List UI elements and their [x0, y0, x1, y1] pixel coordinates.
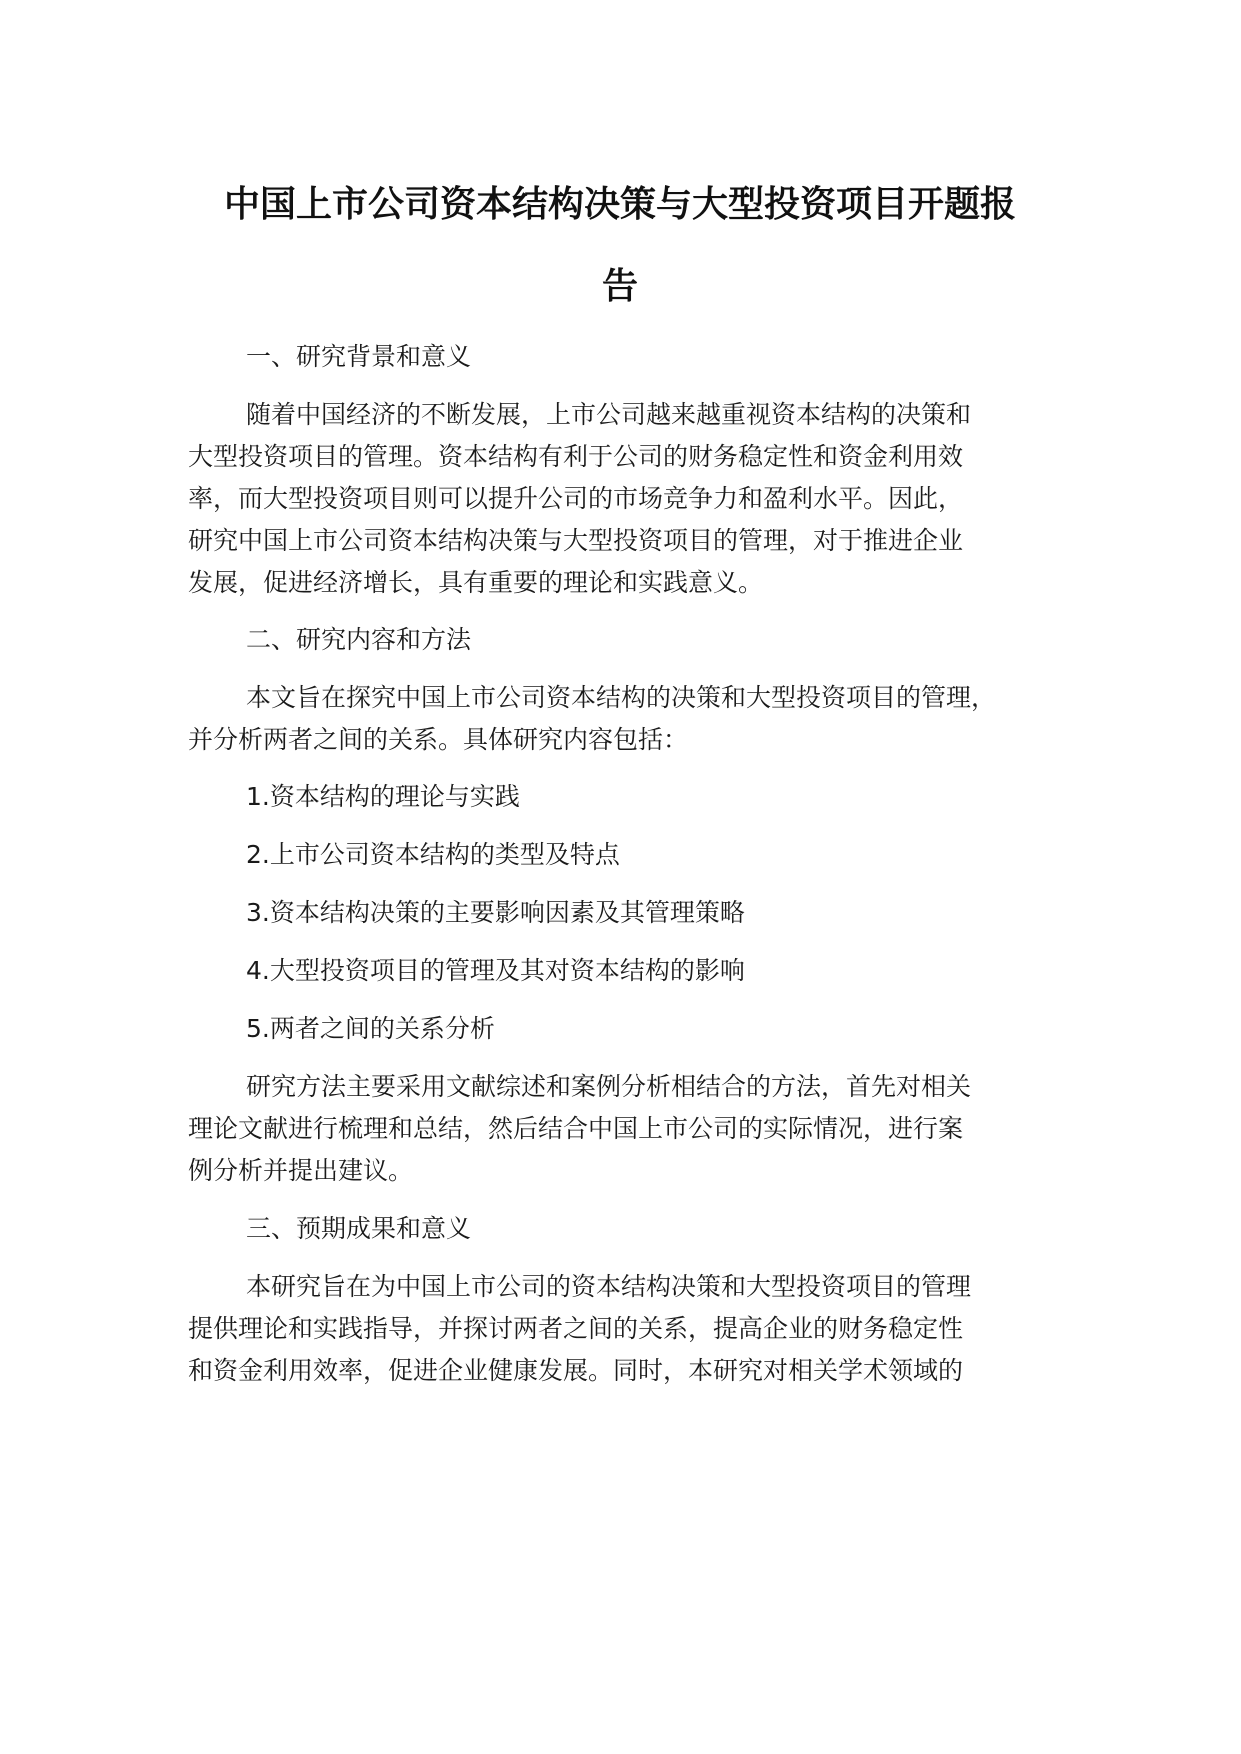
section-2-method-line: 例分析并提出建议。: [188, 1156, 414, 1185]
section-2-intro-line: 并分析两者之间的关系。具体研究内容包括：: [188, 725, 689, 754]
research-item: 5.两者之间的关系分析: [246, 1014, 495, 1043]
section-1-paragraph-line: 大型投资项目的管理。资本结构有利于公司的财务稳定性和资金利用效: [188, 442, 964, 471]
research-item: 1.资本结构的理论与实践: [246, 782, 520, 811]
section-1-paragraph-line: 发展，促进经济增长，具有重要的理论和实践意义。: [188, 568, 764, 597]
section-3-paragraph-line: 和资金利用效率，促进企业健康发展。同时，本研究对相关学术领域的: [188, 1356, 964, 1385]
section-2-method-line: 研究方法主要采用文献综述和案例分析相结合的方法，首先对相关: [246, 1072, 972, 1101]
document-title-line-2: 告: [601, 266, 638, 307]
section-3-paragraph-line: 本研究旨在为中国上市公司的资本结构决策和大型投资项目的管理: [246, 1272, 972, 1301]
research-item: 4.大型投资项目的管理及其对资本结构的影响: [246, 956, 745, 985]
section-2-method-line: 理论文献进行梳理和总结，然后结合中国上市公司的实际情况，进行案: [188, 1114, 964, 1143]
document-title-line-1: 中国上市公司资本结构决策与大型投资项目开题报: [223, 184, 1016, 225]
section-2-heading: 二、研究内容和方法: [246, 625, 472, 654]
section-3-heading: 三、预期成果和意义: [246, 1214, 472, 1243]
section-1-heading: 一、研究背景和意义: [246, 342, 472, 371]
research-item: 3.资本结构决策的主要影响因素及其管理策略: [246, 898, 745, 927]
section-1-paragraph-line: 随着中国经济的不断发展，上市公司越来越重视资本结构的决策和: [246, 400, 972, 429]
section-2-intro-line: 本文旨在探究中国上市公司资本结构的决策和大型投资项目的管理，: [246, 683, 997, 712]
research-item: 2.上市公司资本结构的类型及特点: [246, 840, 620, 869]
section-1-paragraph-line: 研究中国上市公司资本结构决策与大型投资项目的管理，对于推进企业: [188, 526, 964, 555]
section-3-paragraph-line: 提供理论和实践指导，并探讨两者之间的关系，提高企业的财务稳定性: [188, 1314, 964, 1343]
section-1-paragraph-line: 率，而大型投资项目则可以提升公司的市场竞争力和盈利水平。因此，: [188, 484, 964, 513]
